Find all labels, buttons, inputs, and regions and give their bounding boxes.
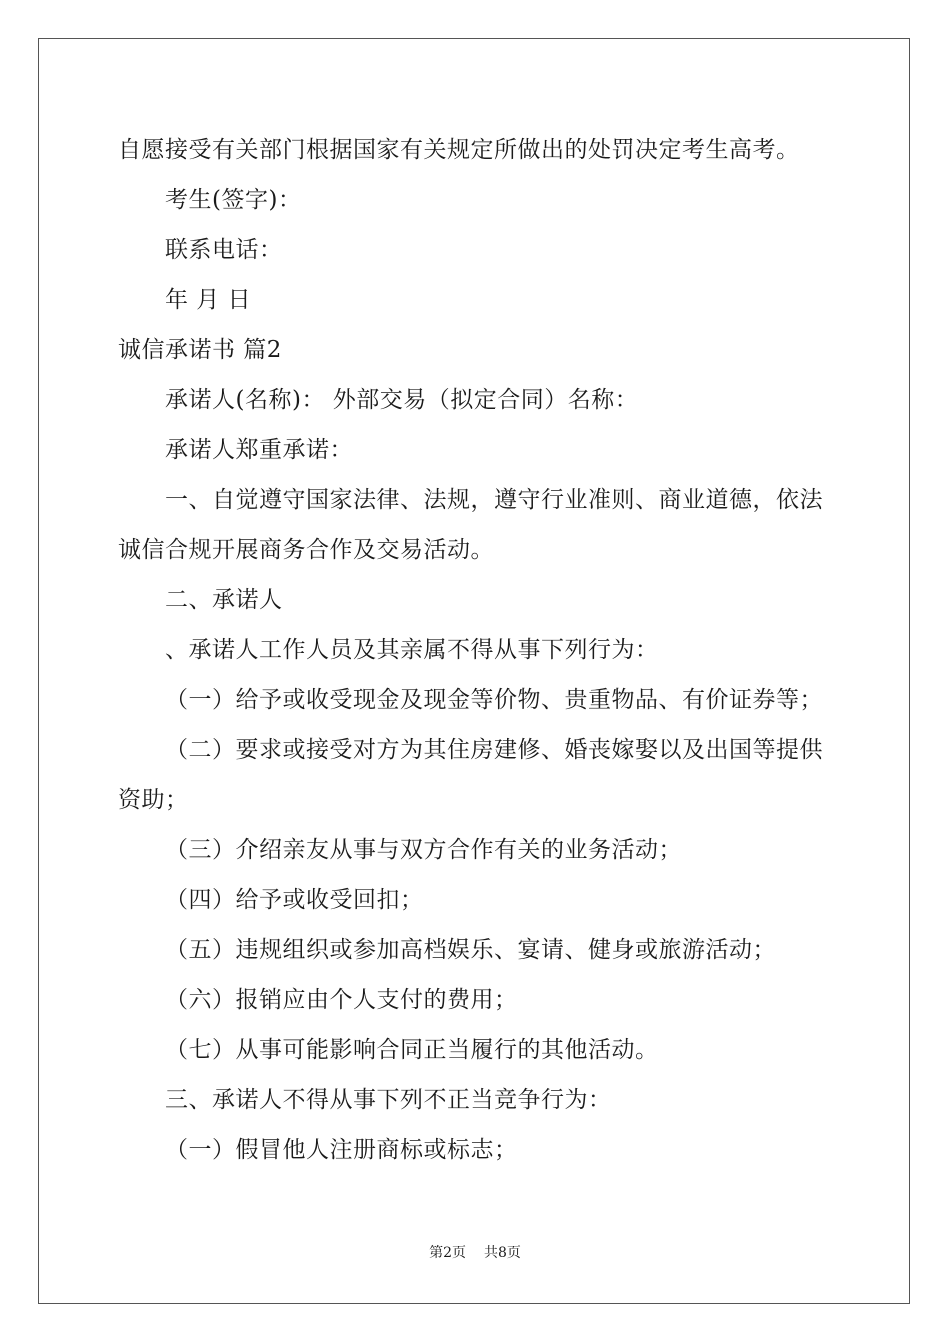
list-item: （五）违规组织或参加高档娱乐、宴请、健身或旅游活动；: [165, 937, 776, 963]
phone-line: 联系电话：: [165, 237, 283, 263]
page-footer: [0, 1244, 950, 1262]
list-item: （六）报销应由个人支付的费用；: [165, 987, 518, 1013]
list-item: （一）假冒他人注册商标或标志；: [165, 1137, 518, 1163]
date-line: 年 月 日: [165, 287, 252, 313]
signature-line: 考生(签字)：: [165, 187, 302, 213]
list-item: （七）从事可能影响合同正当履行的其他活动。: [165, 1037, 659, 1063]
body-line: 自愿接受有关部门根据国家有关规定所做出的处罚决定考生高考。: [118, 137, 800, 163]
page-number: 第2页: [429, 1245, 466, 1261]
list-item: （四）给予或收受回扣；: [165, 887, 424, 913]
section-heading: 诚信承诺书 篇2: [118, 337, 282, 363]
body-line: 三、承诺人不得从事下列不正当竞争行为：: [165, 1087, 612, 1113]
body-line: 诚信合规开展商务合作及交易活动。: [118, 537, 494, 563]
body-line: 二、承诺人: [165, 587, 283, 613]
body-line: 承诺人(名称)： 外部交易（拟定合同）名称：: [165, 387, 639, 413]
list-item: （三）介绍亲友从事与双方合作有关的业务活动；: [165, 837, 682, 863]
list-item: （二）要求或接受对方为其住房建修、婚丧嫁娶以及出国等提供: [165, 737, 823, 763]
list-item: （一）给予或收受现金及现金等价物、贵重物品、有价证券等；: [165, 687, 823, 713]
page-total: 共8页: [484, 1245, 521, 1261]
list-item-continuation: 资助；: [118, 787, 189, 813]
body-line: 、承诺人工作人员及其亲属不得从事下列行为：: [165, 637, 659, 663]
body-line: 承诺人郑重承诺：: [165, 437, 353, 463]
body-line: 一、自觉遵守国家法律、法规，遵守行业准则、商业道德，依法: [165, 487, 823, 513]
